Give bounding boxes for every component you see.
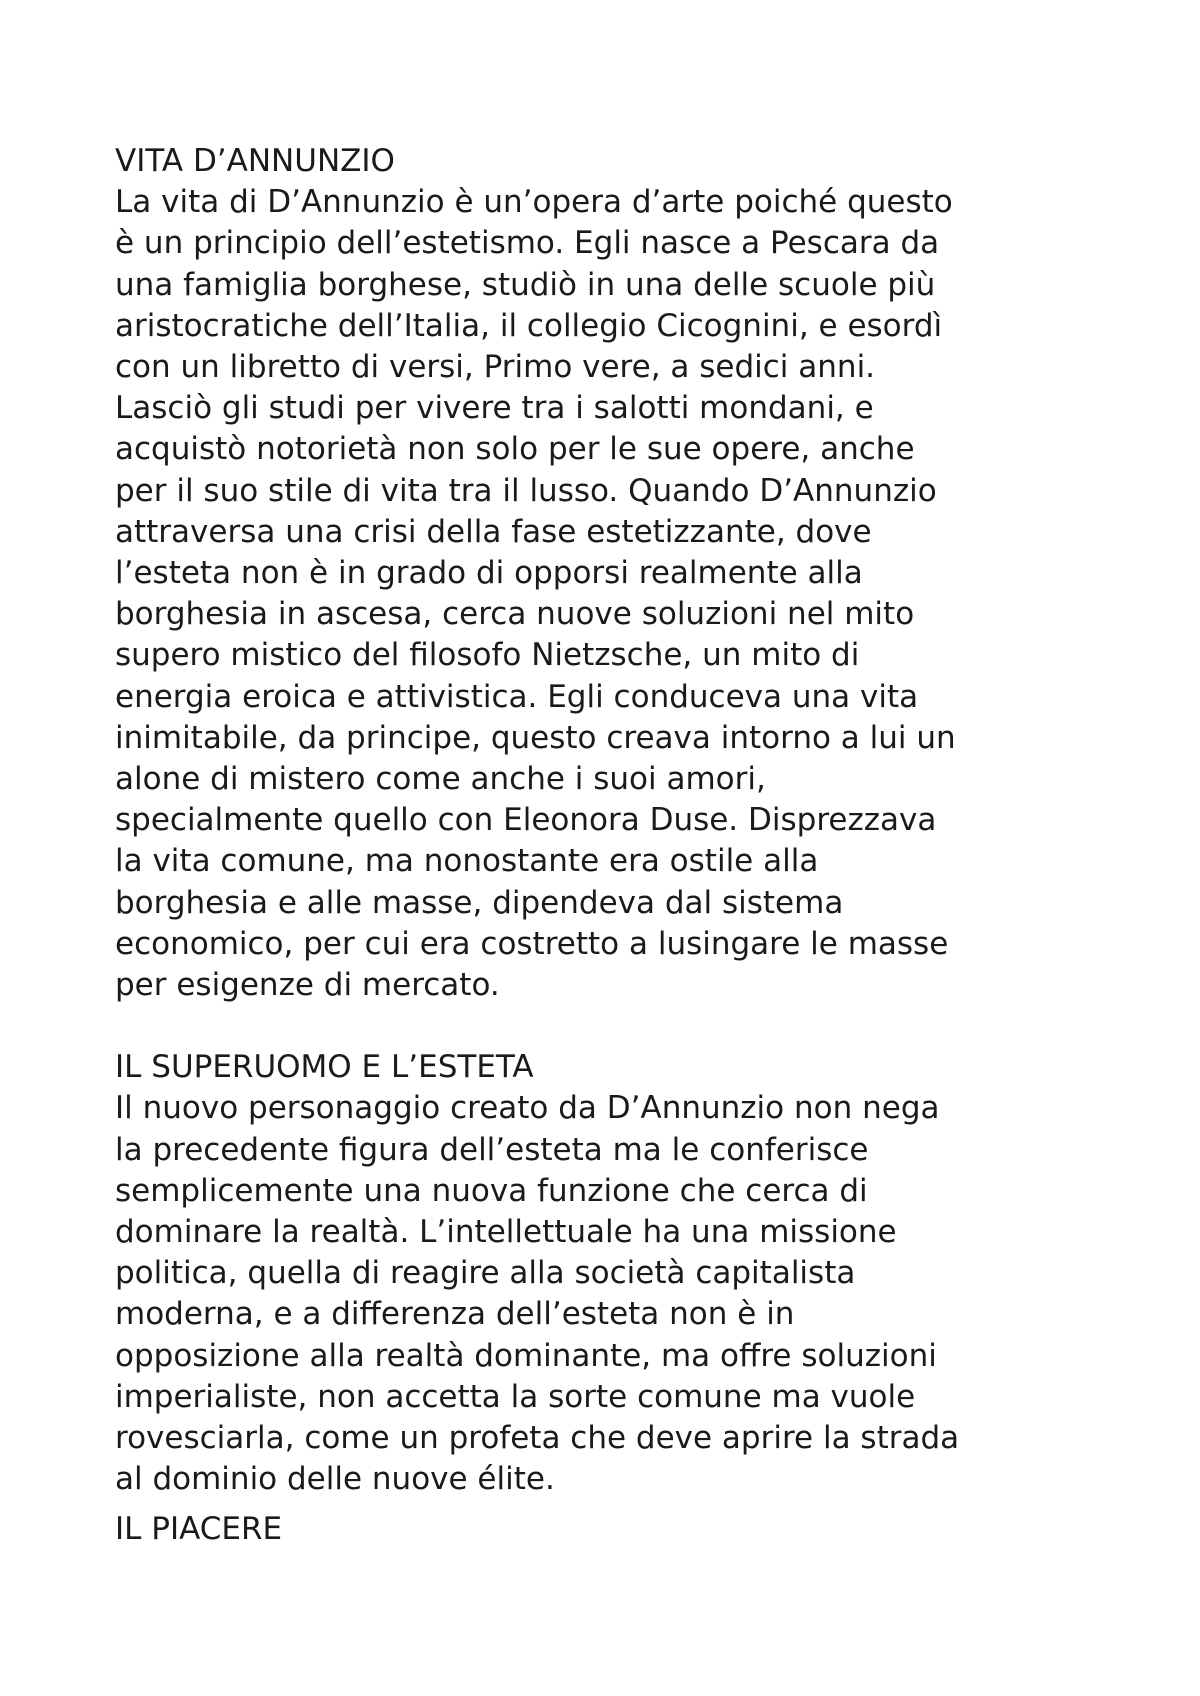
section-paragraph: Il nuovo personaggio creato da D’Annunzio non nega la precedente figura dell’esteta ma le conferisce semplicemente una nuova funzione che cerca di dominare la realtà. L’intellettuale ha una missione politica, quella di reagire alla società capitalista moderna, e a differenza dell’esteta non è in opposizione alla realtà dominante, ma offre soluzioni imperialiste, non accetta la sorte comune ma vuole rovesciarla, come un profeta che deve aprire la strada al dominio delle nuove élite. <box>115 1090 960 1498</box>
document-body <box>115 141 1095 1550</box>
section-il-piacere <box>115 1509 1095 1550</box>
section-heading: IL PIACERE <box>115 1510 283 1547</box>
section-superuomo-esteta <box>115 1047 1095 1500</box>
section-heading: VITA D’ANNUNZIO <box>115 143 395 179</box>
section-heading: IL SUPERUOMO E L’ESTETA <box>115 1049 534 1086</box>
section-paragraph: La vita di D’Annunzio è un’opera d’arte poiché questo è un principio dell’estetismo. Egli nasce a Pescara da una famiglia borghese, studiò in una delle scuole più aristocratiche dell’Italia, il collegio Cicognini, e esordì con un libretto di versi, Primo vere, a sedici anni. Lasciò gli studi per vivere tra i salotti mondani, e acquistò notorietà non solo per le sue opere, anche per il suo stile di vita tra il lusso. Quando D’Annunzio attraversa una crisi della fase estetizzante, dove l’esteta non è in grado di opporsi realmente alla borghesia in ascesa, cerca nuove soluzioni nel mito supero mistico del filosofo Nietzsche, un mito di energia eroica e attivistica. Egli conduceva una vita inimitabile, da principe, questo creava intorno a lui un alone di mistero come anche i suoi amori, specialmente quello con Eleonora Duse. Disprezzava la vita comune, ma nonostante era ostile alla borghesia e alle masse, dipendeva dal sistema economico, per cui era costretto a lusingare le masse per esigenze di mercato. <box>115 184 956 1004</box>
section-vita-dannunzio <box>115 141 1095 1006</box>
paragraph-spacer <box>115 1501 1095 1509</box>
paragraph-spacer <box>115 1006 1095 1047</box>
